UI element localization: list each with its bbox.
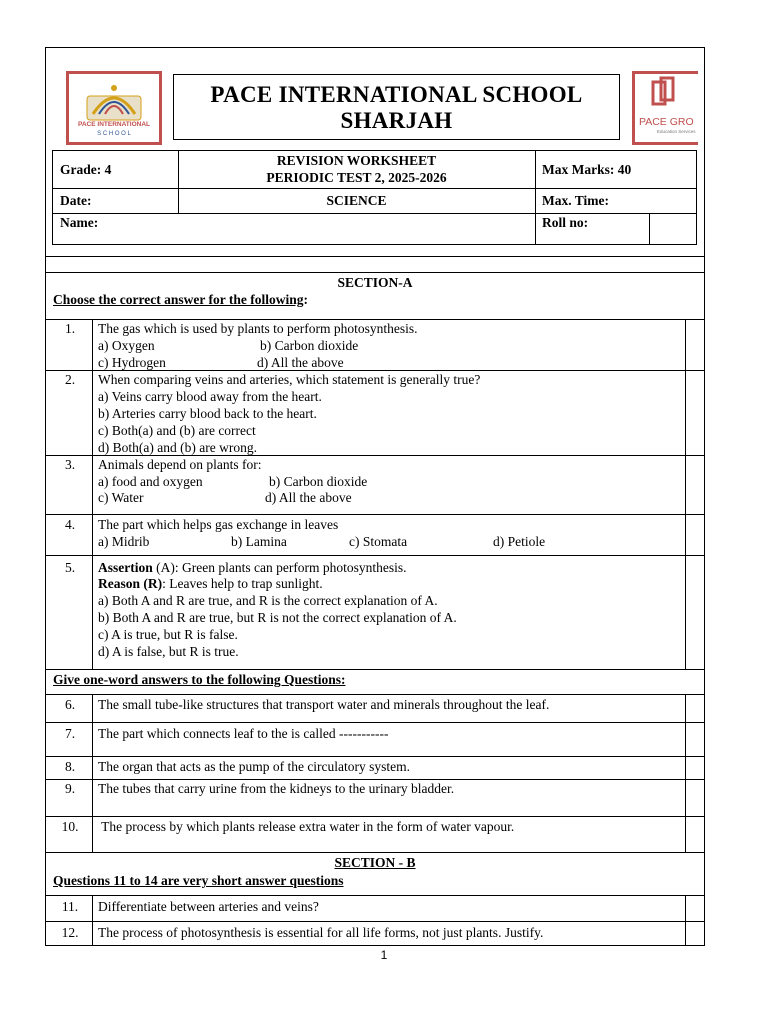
option-c: c) Stomata bbox=[349, 534, 408, 549]
option-a: a) Oxygen bbox=[98, 338, 155, 353]
pace-group-icon bbox=[635, 74, 698, 114]
question-text: The organ that acts as the pump of the circulatory system. bbox=[98, 759, 411, 774]
pace-group-subtext: Education Services bbox=[657, 129, 696, 134]
question-text: The process of photosynthesis is essential for all life forms, not just plants. Justify. bbox=[98, 925, 544, 940]
question-number: 9. bbox=[64, 781, 76, 796]
option-a: a) food and oxygen bbox=[98, 474, 203, 489]
option-b: b) Carbon dioxide bbox=[269, 474, 368, 489]
option-d: d) Petiole bbox=[493, 534, 546, 549]
option-c: c) A is true, but R is false. bbox=[98, 627, 238, 642]
option-d: d) All the above bbox=[265, 490, 352, 505]
test-name: PERIODIC TEST 2, 2025-2026 bbox=[266, 170, 447, 185]
question-text: When comparing veins and arteries, which statement is generally true? bbox=[98, 372, 481, 387]
option-d: d) Both(a) and (b) are wrong. bbox=[98, 440, 257, 455]
option-c: c) Hydrogen bbox=[98, 355, 166, 370]
logo-text: PACE INTERNATIONAL bbox=[78, 121, 150, 128]
subject: SCIENCE bbox=[326, 193, 387, 208]
option-c: c) Water bbox=[98, 490, 144, 505]
one-word-heading: Give one-word answers to the following Questions: bbox=[53, 672, 346, 687]
max-time: Max. Time: bbox=[542, 193, 609, 208]
question-number: 10. bbox=[61, 819, 79, 834]
question-number: 2. bbox=[64, 372, 76, 387]
section-b-title: SECTION - B bbox=[334, 855, 416, 870]
section-b-instruction: Questions 11 to 14 are very short answer questions bbox=[53, 873, 344, 888]
question-text: The tubes that carry urine from the kidneys to the urinary bladder. bbox=[98, 781, 455, 796]
question-number: 5. bbox=[64, 560, 76, 575]
page-number: 1 bbox=[380, 948, 388, 962]
question-text: The part which connects leaf to the is called ----------- bbox=[98, 726, 389, 741]
question-text: The small tube-like structures that transport water and minerals throughout the leaf. bbox=[98, 697, 550, 712]
question-text: The process by which plants release extra water in the form of water vapour. bbox=[98, 819, 515, 834]
option-a: a) Both A and R are true, and R is the correct explanation of A. bbox=[98, 593, 438, 608]
date-label: Date: bbox=[60, 193, 92, 208]
question-number: 4. bbox=[64, 517, 76, 532]
option-d: d) A is false, but R is true. bbox=[98, 644, 239, 659]
question-number: 7. bbox=[64, 726, 76, 741]
worksheet-title: REVISION WORKSHEET bbox=[276, 153, 437, 168]
question-text: Differentiate between arteries and veins? bbox=[98, 899, 319, 914]
reason: Reason (R): Leaves help to trap sunlight. bbox=[98, 576, 323, 591]
question-text: Animals depend on plants for: bbox=[98, 457, 262, 472]
question-number: 3. bbox=[64, 457, 76, 472]
grade-label: Grade: 4 bbox=[60, 162, 112, 177]
pace-group-text: PACE GRO bbox=[639, 116, 694, 128]
option-c: c) Both(a) and (b) are correct bbox=[98, 423, 256, 438]
option-b: b) Carbon dioxide bbox=[260, 338, 359, 353]
option-b: b) Both A and R are true, but R is not the correct explanation of A. bbox=[98, 610, 457, 625]
roll-no-label: Roll no: bbox=[542, 215, 589, 230]
section-a-instruction: Choose the correct answer for the following: bbox=[53, 292, 308, 307]
pace-group-logo bbox=[632, 71, 698, 145]
school-name: PACE INTERNATIONAL SCHOOL bbox=[210, 82, 583, 107]
option-a: a) Veins carry blood away from the heart. bbox=[98, 389, 322, 404]
question-number: 11. bbox=[61, 899, 79, 914]
school-title bbox=[173, 74, 620, 140]
question-number: 8. bbox=[64, 759, 76, 774]
name-label: Name: bbox=[60, 215, 99, 230]
school-city: SHARJAH bbox=[340, 108, 453, 133]
option-a: a) Midrib bbox=[98, 534, 150, 549]
assertion: Assertion (A): Green plants can perform photosynthesis. bbox=[98, 560, 407, 575]
question-number: 6. bbox=[64, 697, 76, 712]
option-b: b) Lamina bbox=[231, 534, 287, 549]
question-text: The gas which is used by plants to perform photosynthesis. bbox=[98, 321, 418, 336]
max-marks: Max Marks: 40 bbox=[542, 162, 632, 177]
option-b: b) Arteries carry blood back to the heart. bbox=[98, 406, 317, 421]
logo-subtext: S C H O O L bbox=[97, 131, 131, 137]
section-a-title: SECTION-A bbox=[337, 275, 413, 290]
question-number: 12. bbox=[61, 925, 79, 940]
option-d: d) All the above bbox=[257, 355, 344, 370]
question-text: The part which helps gas exchange in leaves bbox=[98, 517, 339, 532]
question-number: 1. bbox=[64, 321, 76, 336]
school-logo bbox=[66, 71, 162, 145]
